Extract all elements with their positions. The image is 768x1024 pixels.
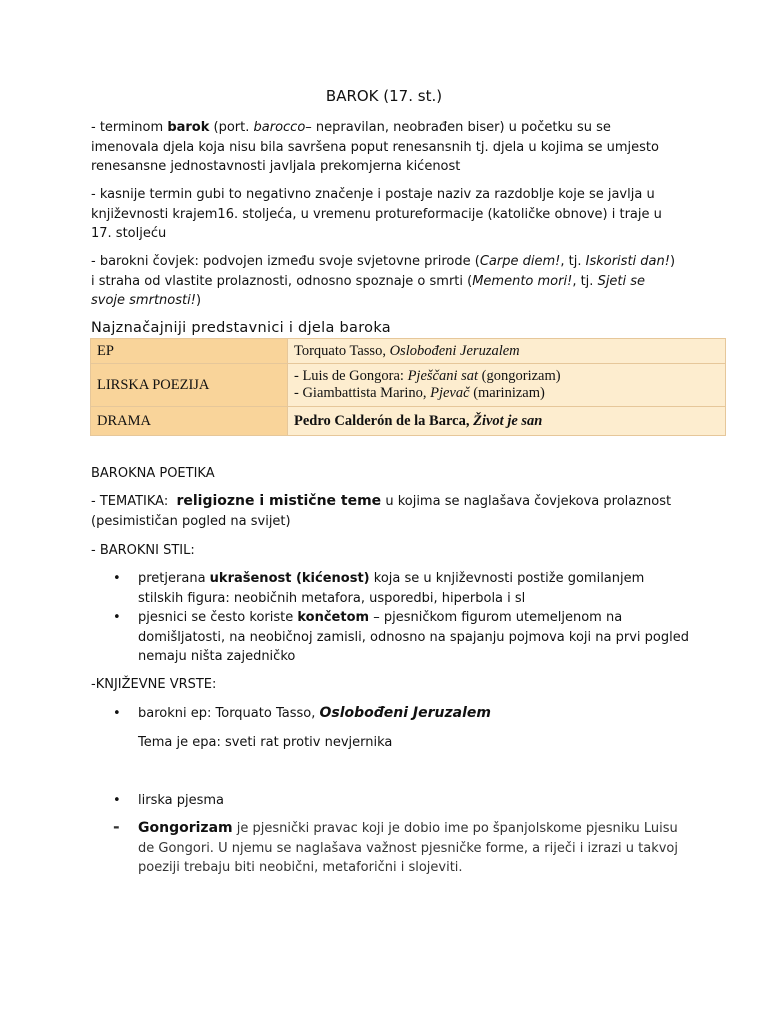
intro-paragraph-1 bbox=[91, 118, 681, 177]
tematika-paragraph bbox=[91, 492, 681, 531]
quote: Memento mori! bbox=[472, 273, 573, 289]
text: je pjesnički pravac koji je dobio ime po španjolskome pjesniku Luisu de Gongori. U njemu se naglašava važnost pjesničke forme, a riječi i izrazi u takvoj poeziji trebaju biti neobični, metaforični i slojeviti. bbox=[138, 821, 678, 875]
work-title: Pješčani sat bbox=[407, 368, 479, 384]
text: pretjerana bbox=[138, 571, 210, 586]
intro-paragraph-2: - kasnije termin gubi to negativno značenje i postaje naziv za razdoblje koje se javlja u književnosti krajem16. stoljeća, u vremenu protureformacije (katoličke obnove) i traje u 17. stoljeću bbox=[91, 187, 662, 241]
bullet-icon: • bbox=[113, 793, 121, 808]
works-cell bbox=[288, 339, 726, 364]
ep-theme: Tema je epa: sveti rat protiv nevjernika bbox=[138, 734, 393, 750]
vrste-list bbox=[91, 704, 691, 752]
bullet-icon: • bbox=[113, 571, 121, 586]
note: (gongorizam) bbox=[478, 368, 561, 384]
work-line bbox=[294, 368, 719, 385]
term-barocco: barocco bbox=[253, 120, 306, 135]
list-item bbox=[91, 819, 691, 878]
text: lirska pjesma bbox=[138, 793, 225, 808]
category-cell: DRAMA bbox=[91, 407, 288, 436]
author: - Giambattista Marino, bbox=[294, 385, 431, 401]
quote: Iskoristi dan! bbox=[585, 254, 670, 269]
text: u kojima se naglašava čovjekova prolaznost (pesimističan pogled na svijet) bbox=[91, 494, 672, 529]
text: barokni ep: Torquato Tasso, bbox=[138, 706, 320, 721]
table-row bbox=[91, 339, 726, 364]
label: - TEMATIKA: bbox=[91, 494, 177, 509]
vrste-list-2 bbox=[91, 791, 691, 811]
emphasis: ukrašenost (kićenost) bbox=[209, 571, 370, 586]
text: - barokni čovjek: podvojen između svoje svjetovne prirode ( bbox=[91, 254, 480, 269]
text: (port. bbox=[209, 120, 254, 135]
stil-list bbox=[91, 569, 691, 667]
text: , tj. bbox=[560, 254, 586, 269]
list-item bbox=[91, 569, 691, 608]
text: ) bbox=[195, 293, 202, 308]
category-cell: EP bbox=[91, 339, 288, 364]
text: – nepravilan, neobrađen biser) u početku su se imenovala djela koja nisu bila savršena poput renesansnih tj. djela u kojima se umjesto renesansne jednostavnosti javljala prekomjerna kićenost bbox=[91, 120, 659, 174]
emphasis: končetom bbox=[297, 610, 370, 625]
author: Pedro Calderón de la Barca, bbox=[294, 412, 474, 429]
list-item bbox=[91, 791, 691, 811]
note: (marinizam) bbox=[469, 385, 545, 401]
quote: Sjeti se svoje smrtnosti! bbox=[91, 273, 646, 308]
page-title: BAROK (17. st.) bbox=[325, 87, 443, 105]
table-row bbox=[91, 407, 726, 436]
gongorizam-list bbox=[91, 819, 691, 878]
work-title: Oslobođeni Jeruzalem bbox=[319, 705, 491, 721]
work-title: Život je san bbox=[473, 412, 543, 429]
author: - Luis de Gongora: bbox=[294, 368, 408, 384]
emphasis: religiozne i mistične teme bbox=[176, 493, 382, 509]
representatives-table bbox=[90, 338, 726, 436]
stil-heading: - BAROKNI STIL: bbox=[91, 543, 195, 558]
table-row bbox=[91, 364, 726, 407]
work-title: Pjevač bbox=[430, 385, 470, 401]
bullet-icon: • bbox=[113, 610, 121, 625]
poetics-heading: BAROKNA POETIKA bbox=[91, 466, 215, 481]
term-barok: barok bbox=[167, 120, 210, 135]
intro-paragraph-3 bbox=[91, 252, 681, 311]
quote: Carpe diem! bbox=[479, 254, 561, 269]
text: , tj. bbox=[572, 273, 598, 289]
bullet-icon: • bbox=[113, 706, 121, 721]
work-line bbox=[294, 385, 719, 402]
text: - terminom bbox=[91, 120, 168, 135]
works-cell bbox=[288, 364, 726, 407]
work-title: Oslobođeni Jeruzalem bbox=[389, 342, 520, 359]
works-cell bbox=[288, 407, 726, 436]
dash-icon: - bbox=[113, 817, 120, 836]
list-item bbox=[91, 704, 691, 724]
vrste-heading: -KNJIŽEVNE VRSTE: bbox=[91, 677, 217, 692]
list-item bbox=[91, 608, 691, 667]
author: Torquato Tasso, bbox=[294, 342, 390, 359]
text: pjesnici se često koriste bbox=[138, 610, 298, 625]
emphasis: Gongorizam bbox=[138, 820, 233, 836]
text: koja se u književnosti postiže gomilanjem stilskih figura: neobičnih metafora, usporedbi, hiperbola i sl bbox=[138, 571, 645, 606]
representatives-heading: Najznačajniji predstavnici i djela baroka bbox=[91, 320, 391, 336]
text: ) i straha od vlastite prolaznosti, odnosno spoznaje o smrti ( bbox=[91, 254, 676, 289]
category-cell: LIRSKA POEZIJA bbox=[91, 364, 288, 407]
text: – pjesničkom figurom utemeljenom na domišljatosti, na neobičnoj zamisli, odnosno na spajanju pojmova koji na prvi pogled nemaju ništa zajedničko bbox=[138, 610, 689, 664]
